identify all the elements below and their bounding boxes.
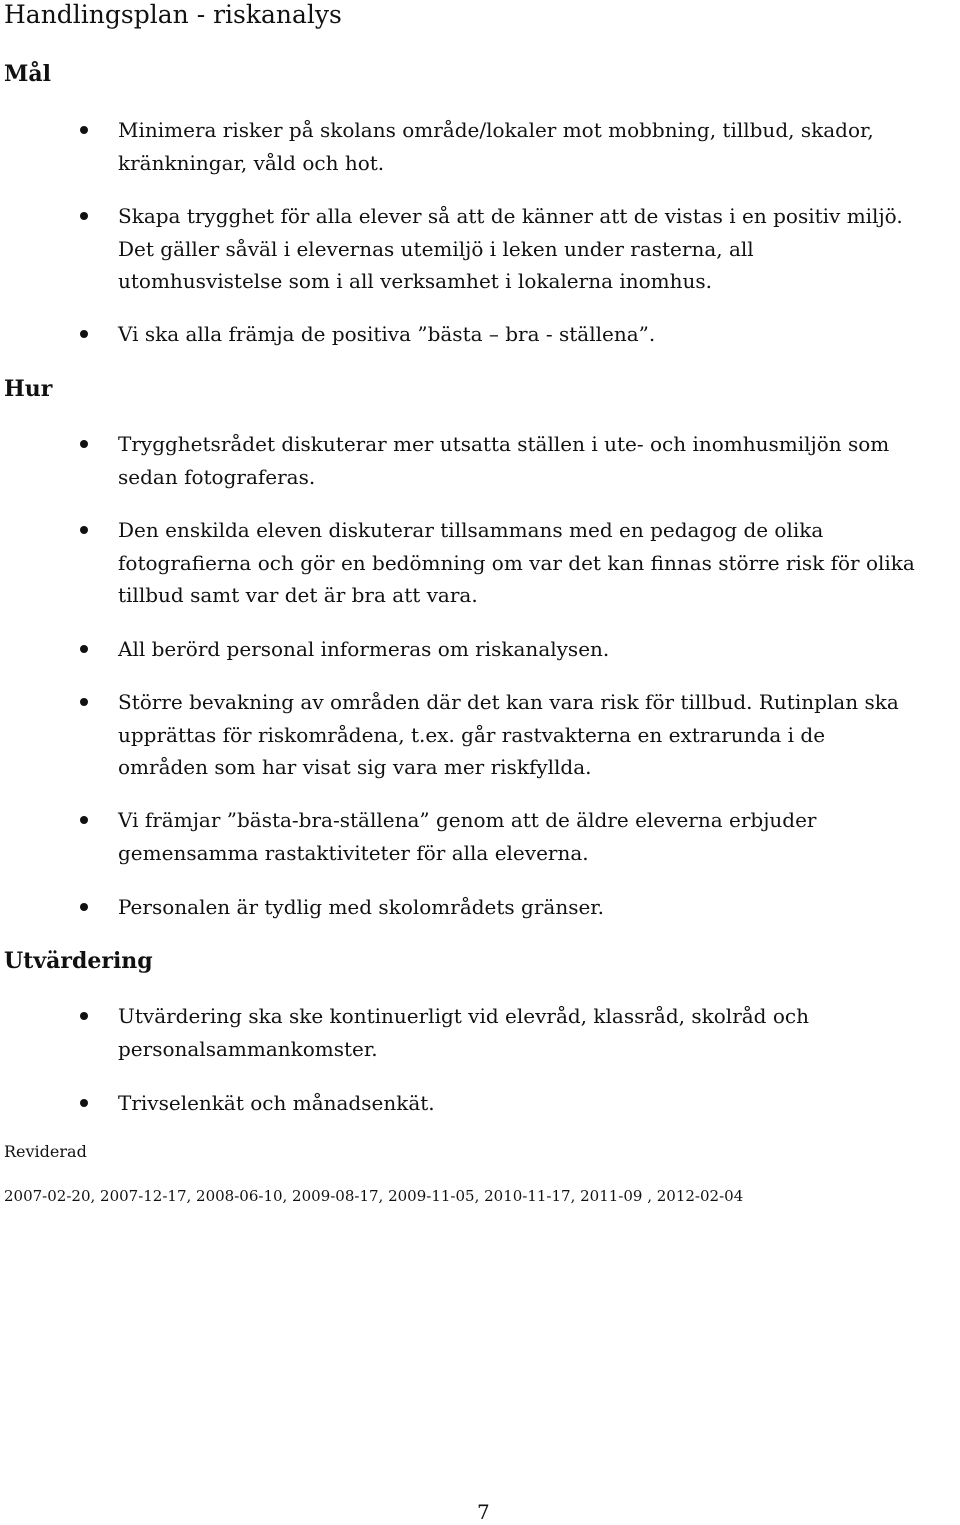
revised-label: Reviderad [4, 1142, 87, 1161]
bullet-icon [80, 212, 88, 220]
list-item-line: sedan fotograferas. [118, 464, 316, 489]
list-item-line: Vi främjar ”bästa-bra-ställena” genom att de äldre eleverna erbjuder [118, 808, 817, 832]
list-item-line: Större bevakning av områden där det kan vara risk för tillbud. Rutinplan ska [118, 690, 899, 714]
list-item-line: områden som har visat sig vara mer riskfyllda. [118, 755, 592, 779]
page-number: 7 [477, 1500, 490, 1524]
list-item-line: Vi ska alla främja de positiva ”bästa – bra - ställena”. [118, 322, 656, 346]
list-item-line: gemensamma rastaktiviteter för alla eleverna. [118, 840, 589, 865]
bullet-icon [80, 903, 88, 911]
bullet-icon [80, 698, 88, 706]
bullet-icon [80, 330, 88, 338]
list-item-line: All berörd personal informeras om riskanalysen. [118, 637, 610, 661]
list-item-line: tillbud samt var det är bra att vara. [118, 583, 478, 607]
bullet-icon [80, 440, 88, 448]
bullet-icon [80, 816, 88, 824]
list-item-line: Utvärdering ska ske kontinuerligt vid elevråd, klassråd, skolråd och [118, 1004, 809, 1028]
list-item-line: Det gäller såväl i elevernas utemiljö i leken under rasterna, all [118, 236, 754, 261]
bullet-icon [80, 1099, 88, 1107]
bullet-icon [80, 645, 88, 653]
list-item-line: utomhusvistelse som i all verksamhet i lokalerna inomhus. [118, 269, 713, 293]
list-item-line: Trivselenkät och månadsenkät. [118, 1091, 435, 1115]
section-heading-mal: Mål [4, 61, 51, 87]
list-item-line: upprättas för riskområdena, t.ex. går rastvakterna en extrarunda i de [118, 722, 826, 747]
list-item-line: Den enskilda eleven diskuterar tillsammans med en pedagog de olika [118, 518, 824, 542]
list-item-line: fotografierna och gör en bedömning om var det kan finnas större risk för olika [118, 550, 915, 575]
list-item-line: Minimera risker på skolans område/lokaler mot mobbning, tillbud, skador, [118, 118, 874, 142]
bullet-icon [80, 526, 88, 534]
bullet-icon [80, 126, 88, 134]
bullet-icon [80, 1012, 88, 1020]
list-item-line: Personalen är tydlig med skolområdets gränser. [118, 895, 605, 919]
list-item-line: Trygghetsrådet diskuterar mer utsatta ställen i ute- och inomhusmiljön som [118, 432, 890, 456]
document-title: Handlingsplan - riskanalys [4, 0, 342, 29]
section-heading-hur: Hur [4, 376, 53, 402]
revised-dates: 2007-02-20, 2007-12-17, 2008-06-10, 2009-08-17, 2009-11-05, 2010-11-17, 2011-09 , 2012-02-04 [4, 1187, 744, 1205]
list-item-line: Skapa trygghet för alla elever så att de känner att de vistas i en positiv miljö. [118, 204, 903, 228]
list-item-line: personalsammankomster. [118, 1036, 378, 1061]
section-heading-utvardering: Utvärdering [4, 948, 153, 974]
list-item-line: kränkningar, våld och hot. [118, 150, 385, 175]
